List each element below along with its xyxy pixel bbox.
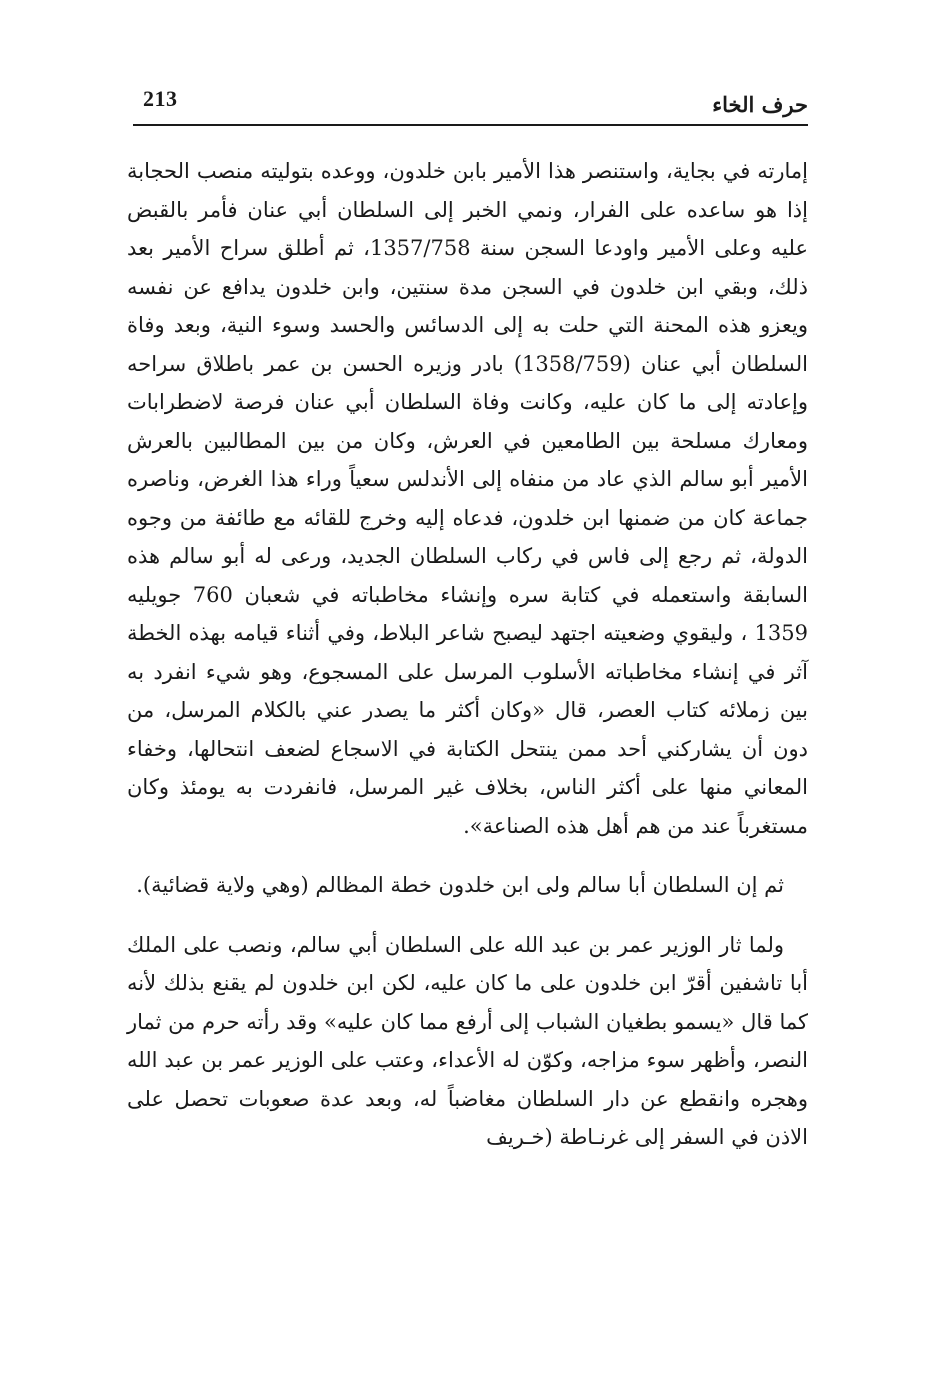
paragraph: ولما ثار الوزير عمر بن عبد الله على السلطان أبي سالم، ونصب على الملك أبا تاشفين أقرّ ابن خلدون على ما كان عليه، لكن ابن خلدون لم يقنع بذلك لأنه كما قال «يسمو بطغيان الشباب إلى أرفع مما كان عليه» وقد رأته حرم من ثمار النصر، وأظهر سوء مزاجه، وكوّن له الأعداء، وعتب على الوزير عمر بن عبد الله وهجره وانقطع عن دار السلطان مغاضباً له، وبعد عدة صعوبات تحصل على الاذن في السفر إلى غرنـاطة (خـريف <box>126 932 808 1149</box>
page-number: 213 <box>143 86 178 111</box>
header-rule <box>133 124 808 126</box>
page-header <box>133 82 808 126</box>
paragraph: إمارته في بجاية، واستنصر هذا الأمير بابن خلدون، ووعده بتوليته منصب الحجابة إذا هو ساعده على الفرار، ونمي الخبر إلى السلطان أبي عنان فأمر بالقبض عليه وعلى الأمير واودعا السجن سنة 1357/758، ثم أطلق سراح الأمير بعد ذلك، وبقي ابن خلدون في السجن مدة سنتين، وابن خلدون يدافع عن نفسه ويعزو هذه المحنة التي حلت به إلى الدسائس والحسد وسوء النية، وبعد وفاة السلطان أبي عنان (1358/759) بادر وزيره الحسن بن عمر باطلاق سراحه وإعادته إلى ما كان عليه، وكانت وفاة السلطان أبي عنان فرصة لاضطرابات ومعارك مسلحة بين الطامعين في العرش، وكان من بين المطالبين بالعرش الأمير أبو سالم الذي عاد من منفاه إلى الأندلس سعياً وراء هذا الغرض، وناصره جماعة كان من ضمنها ابن خلدون، فدعاه إليه وخرج للقائه مع طائفة من وجوه الدولة، ثم رجع إلى فاس في ركاب السلطان الجديد، ورعى له أبو سالم هذه السابقة واستعمله في كتابة سره وإنشاء مخاطباته في شعبان 760 جويليه 1359 ، وليقوي وضعيته اجتهد ليصبح شاعر البلاط، وفي أثناء قيامه بهذه الخطة آثر في إنشاء مخاطباته الأسلوب المرسل على المسجوع، وهو شيء انفرد به بين زملائه كتاب العصر، قال «وكان أكثر ما يصدر عني بالكلام المرسل، من دون أن يشاركني أحد ممن ينتحل الكتابة في الاسجاع لضعف انتحالها، وخفاء المعاني منها على أكثر الناس، بخلاف غير المرسل، فانفردت به يومئذ وكان مستغرباً عند من هم أهل هذه الصناعة». <box>127 159 808 838</box>
body-text <box>127 152 808 1157</box>
paragraph: ثم إن السلطان أبا سالم ولى ابن خلدون خطة المظالم (وهي ولاية قضائية). <box>136 873 784 897</box>
running-title: حرف الخاء <box>712 92 808 117</box>
